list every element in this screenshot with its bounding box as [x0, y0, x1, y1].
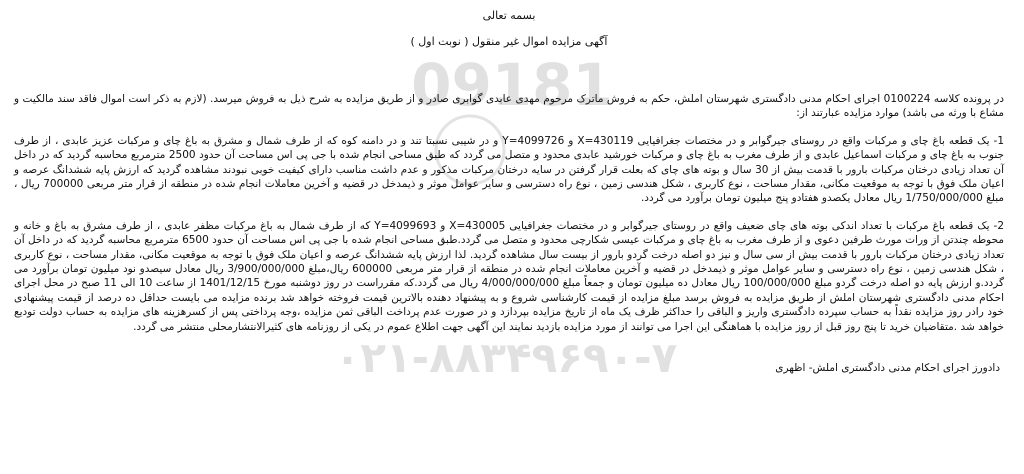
page-title: آگهی مزایده اموال غیر منقول ( نوبت اول )	[410, 35, 608, 48]
auction-item-2: 2- یک قطعه باغ مرکبات با تعداد اندکی بوته های چای ضعیف واقع در روستای جیرگوابر و در مختصات جغرافیایی X=430005 و Y=4099693 که از طرف شمال به باغ مرکبات مظفر عابدی ، از طرف مشرق به باغ و خانه و محوطه چندتن از ورات مورث طرفین دعوی و از طرف مغرب به باغ چای و مرکبات عیسی شکارچی محدود و متصل می گردد.طبق مساحی انجام شده با جی پی اس مساحت آن حدود 6500 مترمربع محاسبه گردید که در داخل آن تعداد زیادی درختان مرکبات بارور با قدمت بیش از سی سال و نیز دو اصله درخت گردو بارور از بیست سال مشاهده گردید. لذا ارزش پایه ششدانگ عرصه و اعیان ملک فوق با توجه به موقعیت مکانی، مقدار مساحت ، نوع کاربری ، شکل هندسی زمین ، نوع راه دسترسی و سایر عوامل موثر و ذیمدخل در قضیه و آخرین معاملات انجام شده در منطقه از قرار متر مربعی 600000 ریال،مبلغ 3/900/000/000 ریال معادل سیصدو نود میلیون تومان برآورد می گردد.و ارزش پایه دو اصله درخت گردو مبلغ 100/000/000 ریال معادل ده میلیون تومان و جمعاً مبلغ 4/000/000/000 ریال می گردد.که مقرراست در روز دوشنبه مورخ 1401/12/15 از ساعت 10 الی 11 صبح در محل اجرای احکام مدنی دادگستری شهرستان املش از طریق مزایده به فروش برسد مبلغ مزایده از قیمت کارشناسی شروع و به پیشنهاد دهنده بالاترین قیمت فروخته خواهد شد برنده مزایده می بایست حداقل ده درصد از قیمت پیشنهادی خود رادر روز مزایده نقداً به حساب سپرده دادگستری واریز و الباقی را حداکثر ظرف یک ماه از تاریخ مزایده بپردازد و در صورت عدم پرداخت الباقی ثمن مزایده ،وجه پرداختی پس از کسرهزینه های مزایده به حساب دولت تودیع خواهد شد .متقاضیان خرید تا پنج روز قبل از روز مزایده با هماهنگی این اجرا می توانند از مورد مزایده بازدید نمایند این آگهی جهت اطلاع عموم در یکی از روزنامه های کثیرالانتشارمحلی منتشر می گردد.	[14, 219, 1004, 333]
bismillah-heading: بسمه تعالی	[482, 9, 536, 22]
intro-paragraph: در پرونده کلاسه 0100224 اجرای احکام مدنی دادگستری شهرستان املش، حکم به فروش ماترک مرحوم مهدی عابدی گوابری صادر و از طریق مزایده به شرح ذیل به فروش میرسد. (لازم به ذکر است اموال فاقد سند مالکیت و مشاع با ورثه می باشد) موارد مزایده عبارتند از:	[14, 93, 1005, 120]
auction-item-1: 1- یک قطعه باغ چای و مرکبات واقع در روستای جیرگوابر و در مختصات جغرافیایی X=430119 و Y=4099726 و در شیبی نسبتا تند و در دامنه کوه که از طرف شمال و مشرق به باغ چای و مرکبات عزیز عابدی ، از طرف جنوب به باغ چای و مرکبات اسماعیل عابدی و از طرف مغرب به باغ چای و مرکبات خورشید عابدی محدود و متصل می گردد که طبق مساحی انجام شده با جی پی اس مساحت آن حدود 2500 مترمربع محاسبه گردید که در داخل آن تعداد زیادی درختان مرکبات بارور با قدمت بیش از 30 سال و بوته های چای که بعلت قرار گرفتن در سایه درختان مرکبات مذکور و عدم داشت مناسب دارای کیفیت خوبی نبودند مشاهده گردید که ارزش پایه ششدانگ عرصه و اعیان ملک فوق با توجه به موقعیت مکانی، مقدار مساحت ، نوع کاربری ، شکل هندسی زمین ، نوع راه دسترسی و سایر عوامل موثر و ذیمدخل در قضیه و آخرین معاملات انجام شده در منطقه از قرار متر مربعی 700000 ریال ، مبلغ 1/750/000/000 ریال معادل یکصدو هفتادو پنج میلیون تومان برآورد می گردد.	[14, 134, 1005, 205]
watermark-number-top: 09181	[411, 51, 613, 119]
watermark-number-bottom: ۰۲۱-۸۸۳۴۹۶۹۰-۷	[334, 333, 678, 382]
signature-line: دادورز اجرای احکام مدنی دادگستری املش- اظهری	[775, 362, 1000, 375]
